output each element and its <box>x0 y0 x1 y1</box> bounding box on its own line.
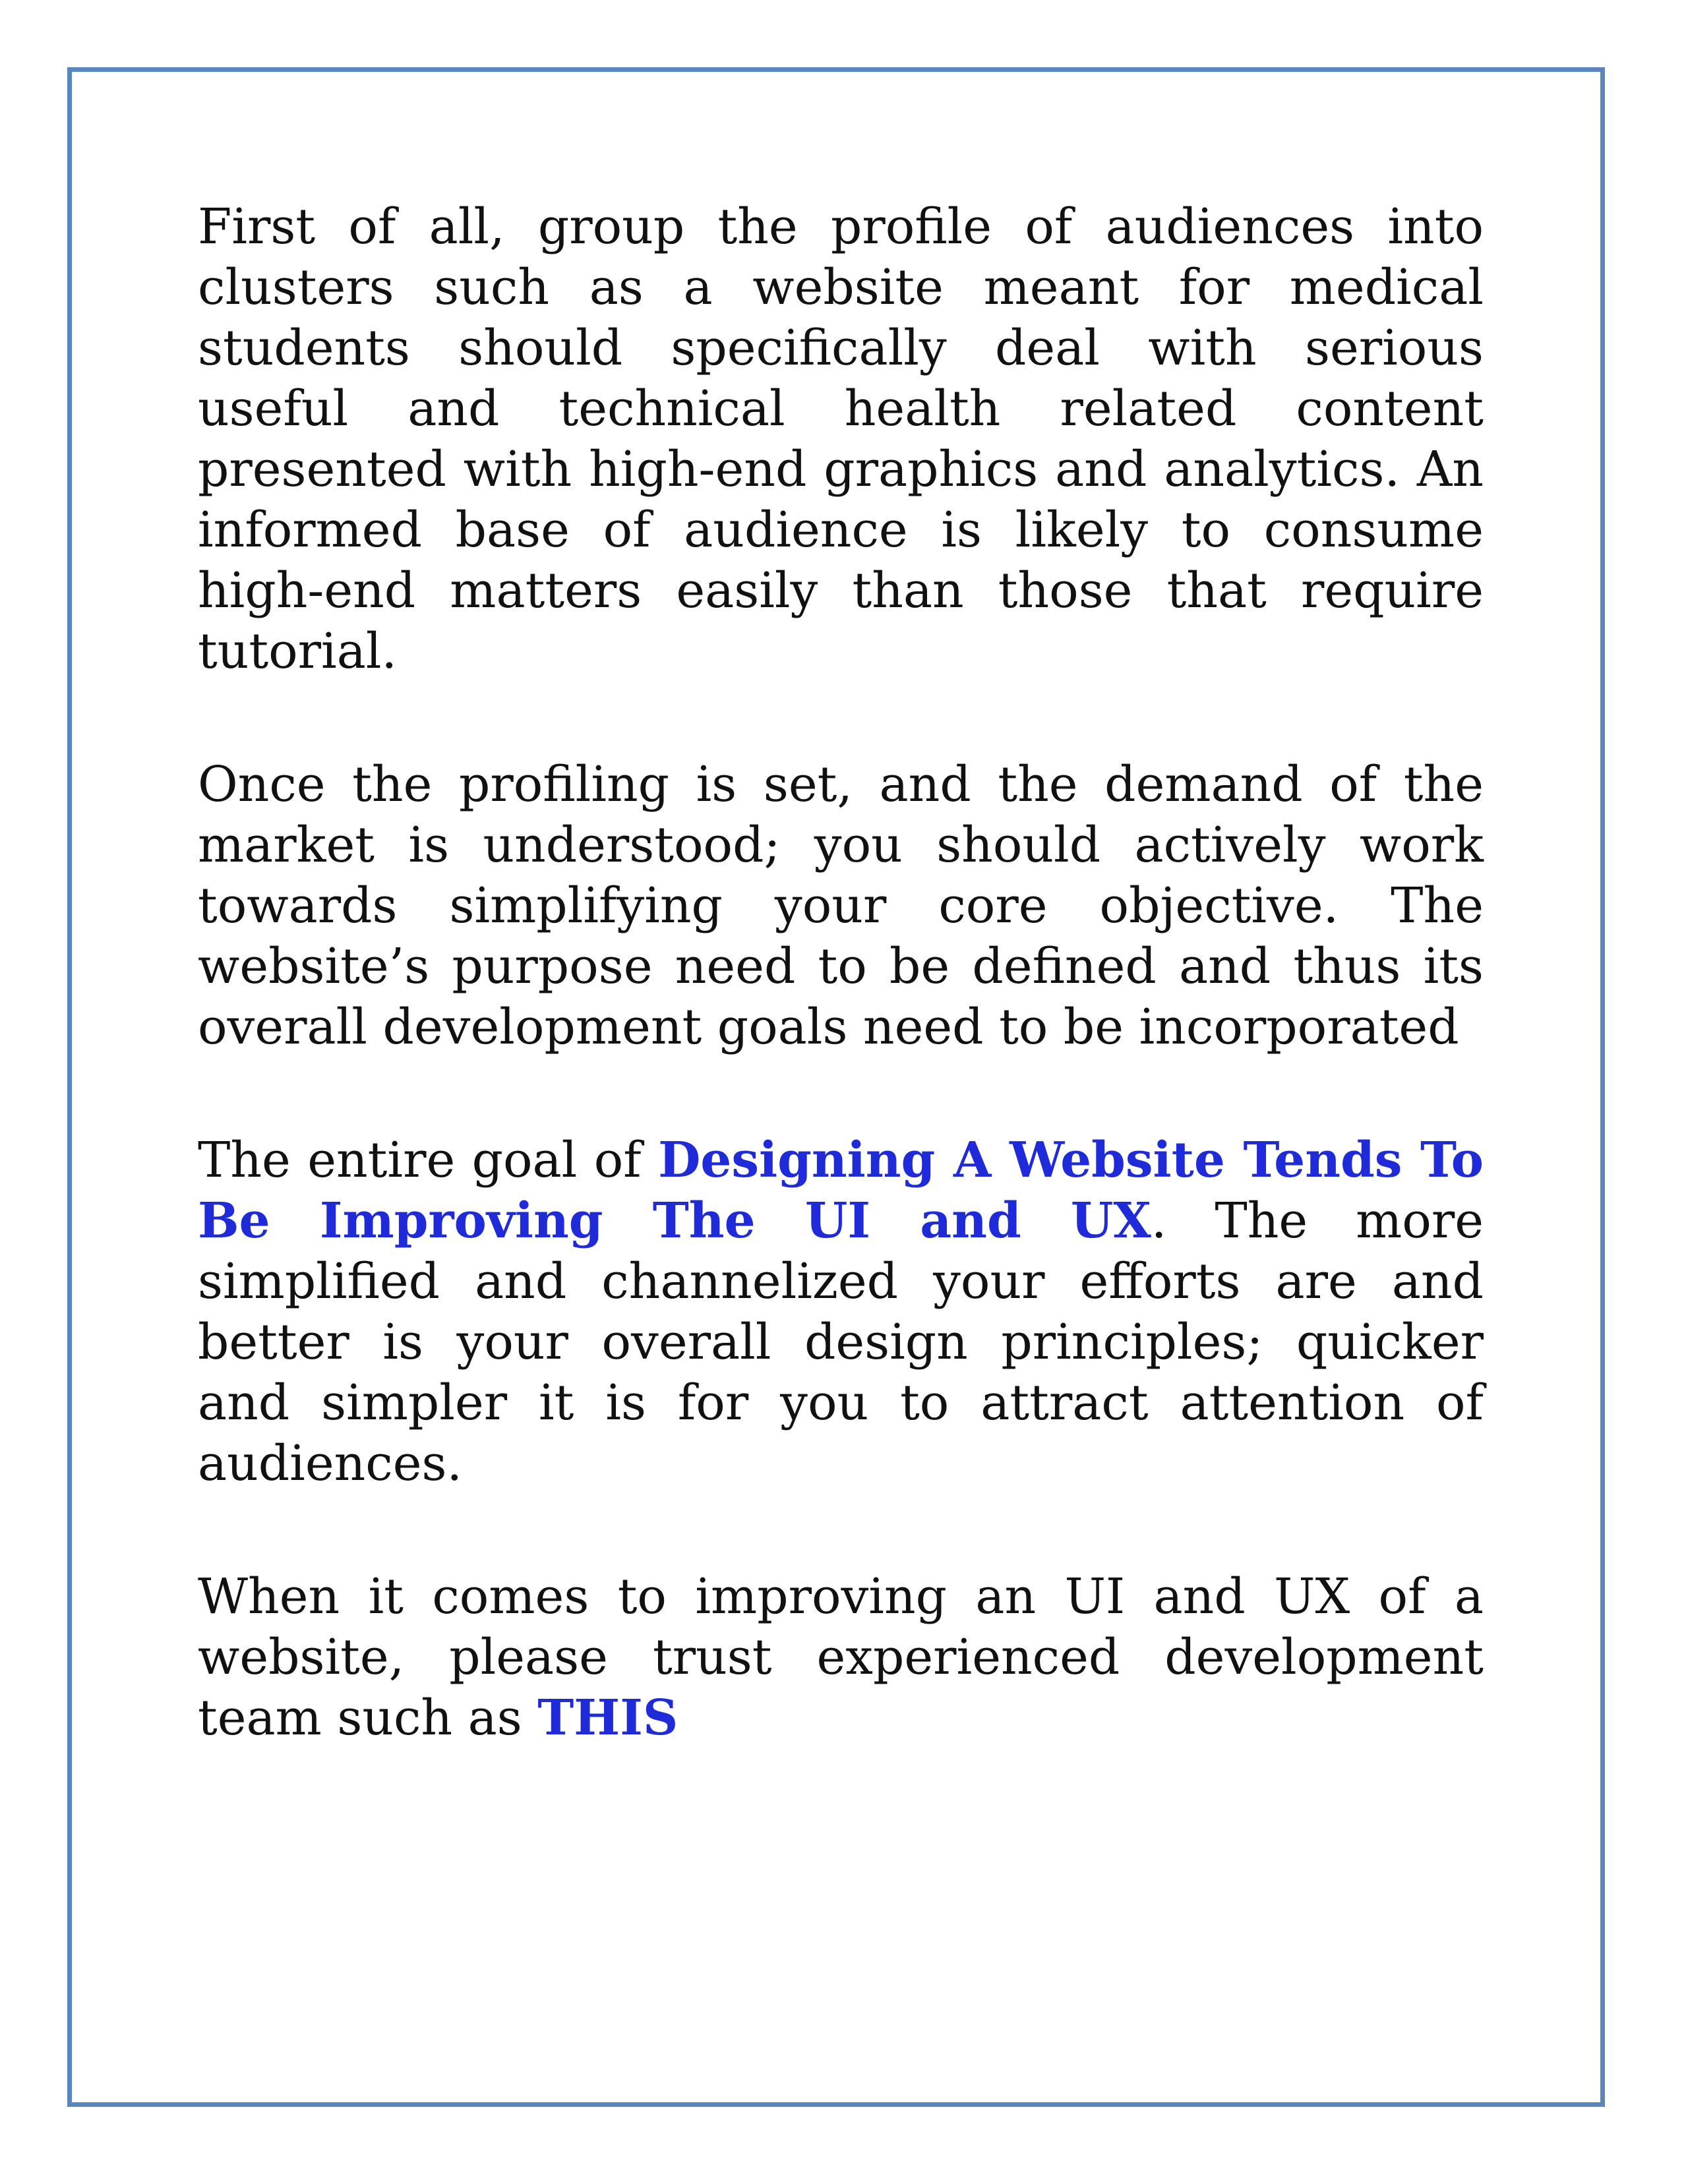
paragraph-2: Once the profiling is set, and the demand of the market is understood; you should actively work towards simplifying your core objective. The website’s purpose need to be defined and thus its overall development goals need to be incorporated <box>198 756 1484 1055</box>
paragraph-1: First of all, group the profile of audiences into clusters such as a website meant for medical students should specifically deal with serious useful and technical health related content presented with high-end graphics and analytics. An informed base of audience is likely to consume high-end matters easily than those that require tutorial. <box>198 198 1484 680</box>
this-link[interactable]: THIS <box>537 1690 678 1746</box>
paragraph-3-lead-text: The entire goal of <box>198 1132 659 1189</box>
paragraph-4 <box>198 1566 1484 1748</box>
paragraph-4-lead-text: When it comes to improving an UI and UX of a website, please trust experienced development team such as <box>198 1568 1484 1746</box>
document-body <box>198 196 1484 1821</box>
paragraph-3-tail-text: . The more simplified and channelized your efforts are and better is your overall design principles; quicker and simpler it is for you to attract attention of audiences. <box>198 1193 1484 1492</box>
designing-website-link[interactable]: Designing A Website Tends To Be Improving The UI and UX <box>198 1132 1484 1249</box>
paragraph-3 <box>198 1130 1484 1494</box>
